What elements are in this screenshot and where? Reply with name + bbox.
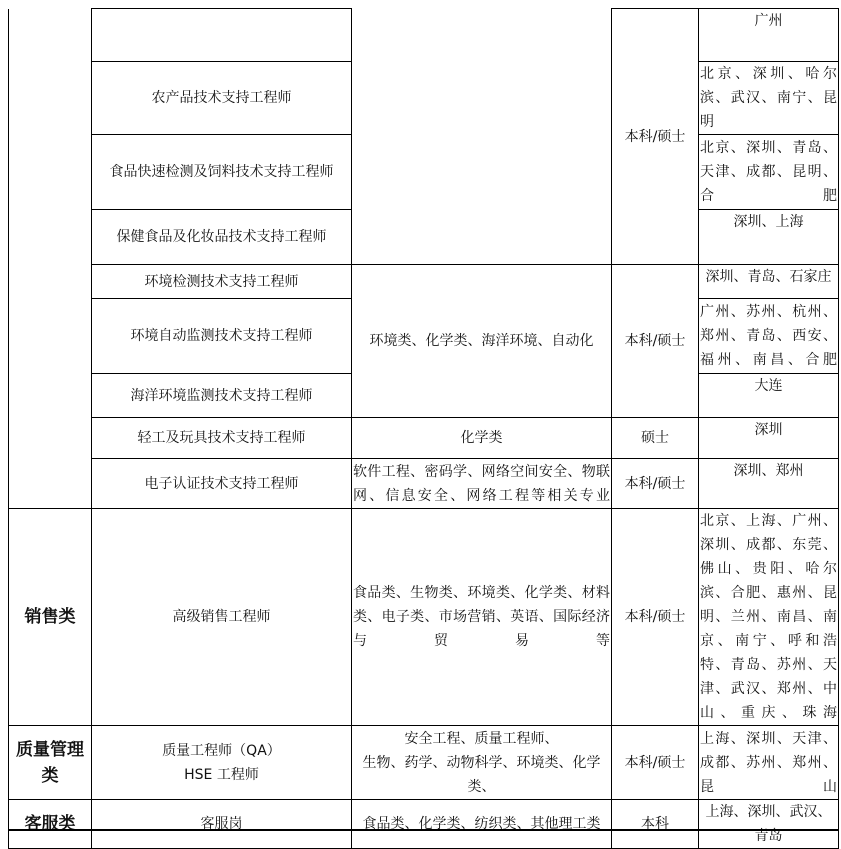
city-cell: 深圳、上海 bbox=[699, 210, 839, 265]
city-cell: 深圳、郑州 bbox=[699, 459, 839, 509]
degree-cell: 本科 bbox=[612, 800, 699, 849]
position-line: HSE 工程师 bbox=[184, 766, 259, 783]
major-cell: 环境类、化学类、海洋环境、自动化 bbox=[352, 265, 612, 418]
category-cell-technical-support bbox=[9, 9, 92, 509]
table-row bbox=[9, 9, 839, 62]
city-cell: 广州、苏州、杭州、郑州、青岛、西安、福州、南昌、合肥 bbox=[699, 299, 839, 374]
city-cell: 北京、深圳、青岛、天津、成都、昆明、合肥 bbox=[699, 135, 839, 210]
category-cell: 客服类 bbox=[9, 800, 92, 849]
recruitment-table bbox=[8, 8, 839, 849]
major-cell-food bbox=[352, 9, 612, 265]
category-cell: 质量管理类 bbox=[9, 726, 92, 800]
position-cell: 保健食品及化妆品技术支持工程师 bbox=[92, 210, 352, 265]
table-row bbox=[9, 265, 839, 299]
table-row bbox=[9, 800, 839, 849]
city-cell: 上海、深圳、天津、成都、苏州、郑州、昆山 bbox=[699, 726, 839, 800]
city-cell: 北京、深圳、哈尔滨、武汉、南宁、昆明 bbox=[699, 62, 839, 135]
category-cell: 销售类 bbox=[9, 509, 92, 726]
major-line: 安全工程、质量工程师、 bbox=[404, 730, 559, 747]
degree-cell: 硕士 bbox=[612, 418, 699, 459]
position-cell: 高级销售工程师 bbox=[92, 509, 352, 726]
city-cell: 深圳、青岛、石家庄 bbox=[699, 265, 839, 299]
table-bottom-border bbox=[8, 829, 838, 831]
position-line: 质量工程师（QA） bbox=[162, 742, 281, 759]
position-cell: 客服岗 bbox=[92, 800, 352, 849]
degree-cell: 本科/硕士 bbox=[612, 9, 699, 265]
table-row bbox=[9, 726, 839, 800]
degree-cell: 本科/硕士 bbox=[612, 509, 699, 726]
position-cell bbox=[92, 726, 352, 800]
city-cell: 上海、深圳、武汉、青岛 bbox=[699, 800, 839, 849]
table-row bbox=[9, 418, 839, 459]
position-cell: 轻工及玩具技术支持工程师 bbox=[92, 418, 352, 459]
major-cell bbox=[352, 726, 612, 800]
major-cell: 食品类、生物类、环境类、化学类、材料类、电子类、市场营销、英语、国际经济与贸易等 bbox=[352, 509, 612, 726]
city-cell: 大连 bbox=[699, 374, 839, 418]
position-cell: 环境检测技术支持工程师 bbox=[92, 265, 352, 299]
major-cell: 食品类、化学类、纺织类、其他理工类 bbox=[352, 800, 612, 849]
position-cell: 农产品技术支持工程师 bbox=[92, 62, 352, 135]
position-cell: 食品快速检测及饲料技术支持工程师 bbox=[92, 135, 352, 210]
city-cell: 深圳 bbox=[699, 418, 839, 459]
city-cell: 北京、上海、广州、深圳、成都、东莞、佛山、贵阳、哈尔滨、合肥、惠州、昆明、兰州、南昌、南京、南宁、呼和浩特、青岛、苏州、天津、武汉、郑州、中山、重庆、珠海 bbox=[699, 509, 839, 726]
degree-cell: 本科/硕士 bbox=[612, 459, 699, 509]
table-row bbox=[9, 509, 839, 726]
major-line: 生物、药学、动物科学、环境类、化学类、 bbox=[362, 754, 601, 795]
position-cell: 电子认证技术支持工程师 bbox=[92, 459, 352, 509]
degree-cell: 本科/硕士 bbox=[612, 726, 699, 800]
major-cell: 软件工程、密码学、网络空间安全、物联网、信息安全、网络工程等相关专业 bbox=[352, 459, 612, 509]
city-cell: 广州 bbox=[699, 9, 839, 62]
major-cell: 化学类 bbox=[352, 418, 612, 459]
position-cell: 海洋环境监测技术支持工程师 bbox=[92, 374, 352, 418]
position-cell: 环境自动监测技术支持工程师 bbox=[92, 299, 352, 374]
table-row bbox=[9, 459, 839, 509]
degree-cell: 本科/硕士 bbox=[612, 265, 699, 418]
position-cell bbox=[92, 9, 352, 62]
